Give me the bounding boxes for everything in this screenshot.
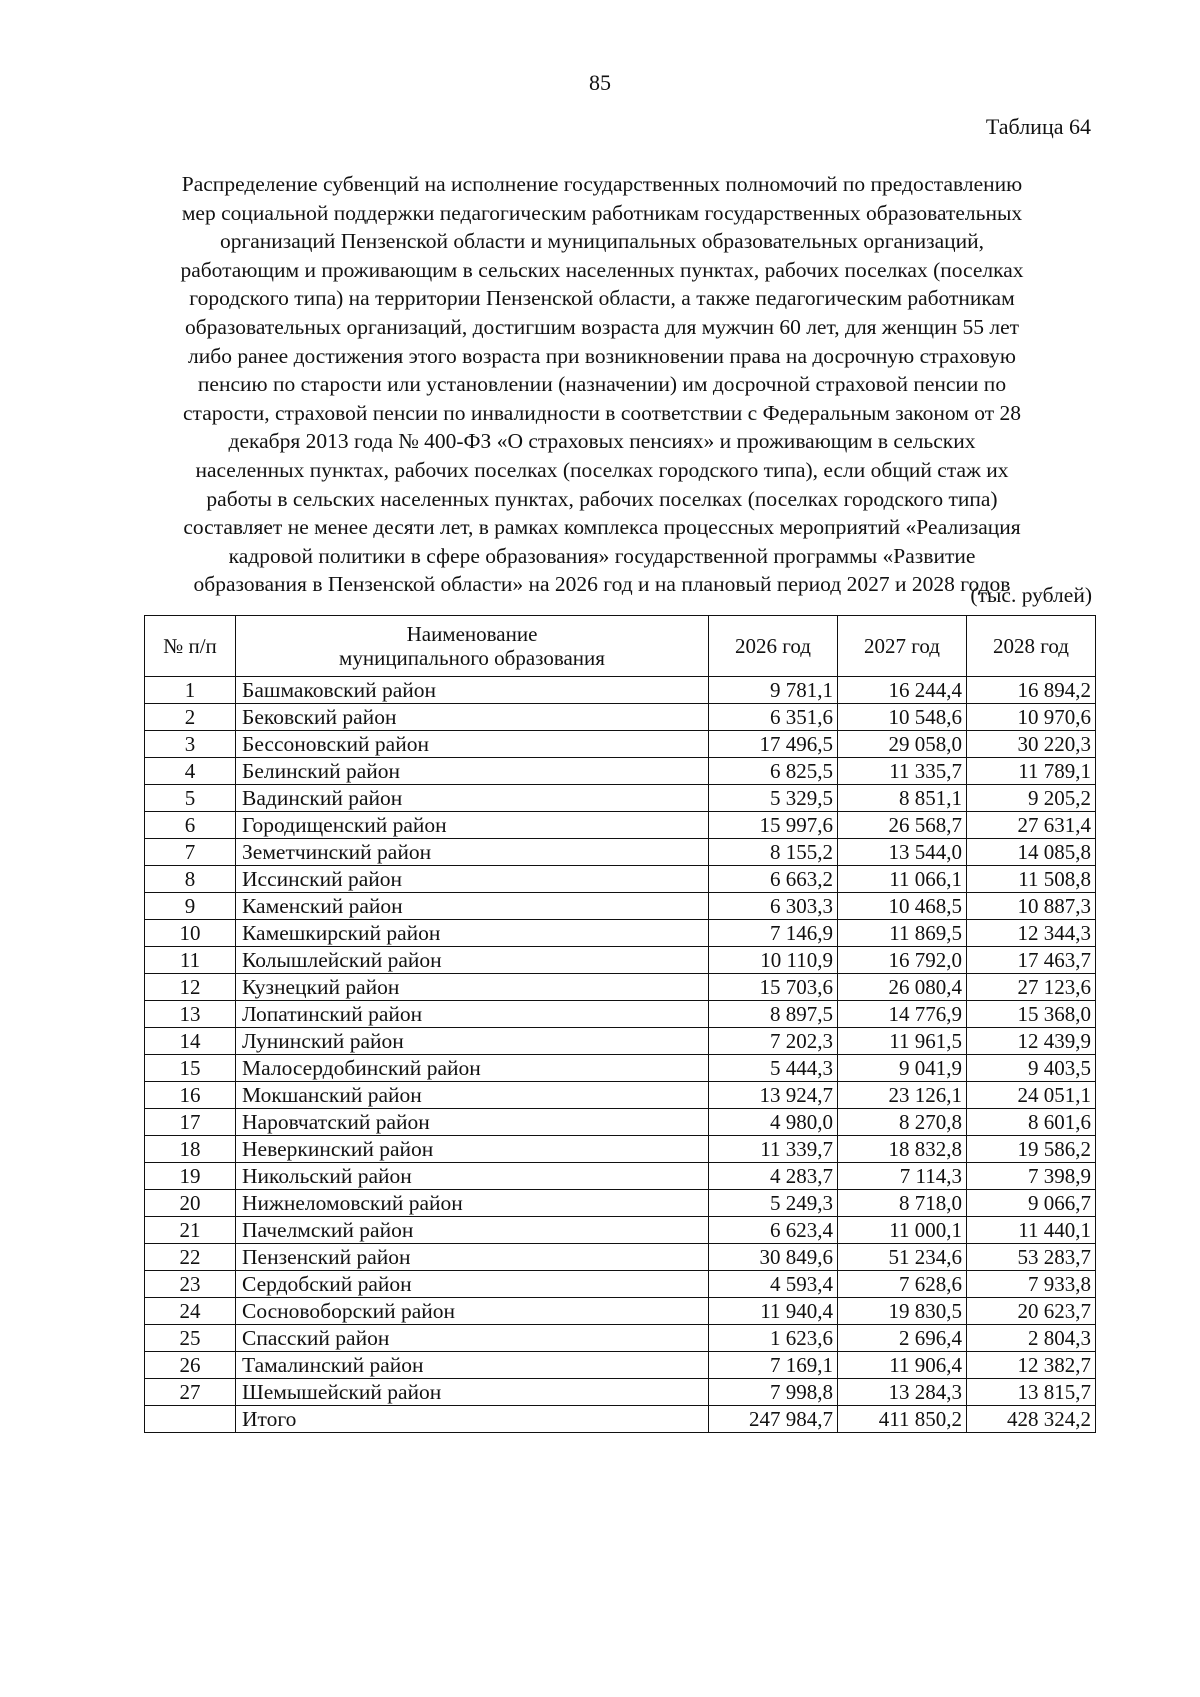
value-2027: 16 244,4 (838, 677, 967, 704)
title-line: Распределение субвенций на исполнение государственных полномочий по предоставлению (181, 172, 1023, 196)
value-2027: 19 830,5 (838, 1298, 967, 1325)
total-row (145, 1406, 1096, 1433)
table-row (145, 1352, 1096, 1379)
value-2027: 411 850,2 (838, 1406, 967, 1433)
value-2028: 10 887,3 (967, 893, 1096, 920)
value-2026: 8 897,5 (709, 1001, 838, 1028)
municipality-name: Спасский район (236, 1325, 709, 1352)
value-2028: 2 804,3 (967, 1325, 1096, 1352)
header-name-line2: муниципального образования (339, 646, 605, 670)
value-2028: 16 894,2 (967, 677, 1096, 704)
table-row (145, 1325, 1096, 1352)
value-2028: 9 205,2 (967, 785, 1096, 812)
value-2027: 18 832,8 (838, 1136, 967, 1163)
table-row (145, 839, 1096, 866)
value-2027: 7 628,6 (838, 1271, 967, 1298)
municipality-name: Земетчинский район (236, 839, 709, 866)
row-num: 15 (145, 1055, 236, 1082)
value-2028: 7 933,8 (967, 1271, 1096, 1298)
table-row (145, 1244, 1096, 1271)
value-2027: 13 284,3 (838, 1379, 967, 1406)
municipality-name: Сосновоборский район (236, 1298, 709, 1325)
row-num: 11 (145, 947, 236, 974)
municipality-name: Мокшанский район (236, 1082, 709, 1109)
value-2026: 6 303,3 (709, 893, 838, 920)
table-row (145, 1298, 1096, 1325)
value-2026: 7 998,8 (709, 1379, 838, 1406)
value-2027: 8 270,8 (838, 1109, 967, 1136)
value-2026: 11 339,7 (709, 1136, 838, 1163)
table-row (145, 1379, 1096, 1406)
value-2026: 11 940,4 (709, 1298, 838, 1325)
header-name-line1: Наименование (406, 622, 538, 646)
document-title (118, 170, 1086, 599)
value-2027: 26 568,7 (838, 812, 967, 839)
municipality-name: Пензенский район (236, 1244, 709, 1271)
value-2027: 23 126,1 (838, 1082, 967, 1109)
title-line: пенсию по старости или установлении (назначении) им досрочной страховой пенсии по (197, 372, 1007, 397)
table-row (145, 812, 1096, 839)
value-2026: 5 329,5 (709, 785, 838, 812)
table-row (145, 920, 1096, 947)
title-line: либо ранее достижения этого возраста при возникновении права на досрочную страховую (188, 343, 1016, 368)
value-2028: 11 508,8 (967, 866, 1096, 893)
value-2028: 15 368,0 (967, 1001, 1096, 1028)
municipality-name: Бессоновский район (236, 731, 709, 758)
municipality-name: Тамалинский район (236, 1352, 709, 1379)
value-2026: 9 781,1 (709, 677, 838, 704)
row-num: 6 (145, 812, 236, 839)
title-line: населенных пунктах, рабочих поселках (поселках городского типа), если общий стаж их (195, 457, 1009, 482)
row-num: 16 (145, 1082, 236, 1109)
value-2026: 10 110,9 (709, 947, 838, 974)
value-2026: 8 155,2 (709, 839, 838, 866)
title-line: старости, страховой пенсии по инвалидности в соответствии с Федеральным законом от 28 (183, 400, 1021, 425)
value-2026: 4 593,4 (709, 1271, 838, 1298)
row-num: 8 (145, 866, 236, 893)
municipality-name: Лунинский район (236, 1028, 709, 1055)
row-num: 1 (145, 677, 236, 704)
value-2027: 13 544,0 (838, 839, 967, 866)
value-2026: 17 496,5 (709, 731, 838, 758)
row-num: 7 (145, 839, 236, 866)
value-2027: 10 548,6 (838, 704, 967, 731)
municipality-name: Никольский район (236, 1163, 709, 1190)
value-2028: 24 051,1 (967, 1082, 1096, 1109)
row-num: 12 (145, 974, 236, 1001)
value-2027: 16 792,0 (838, 947, 967, 974)
title-line: образования в Пензенской области» на 2026 год и на плановый период 2027 и 2028 годов (193, 572, 1011, 597)
header-num: № п/п (145, 616, 236, 677)
title-line: кадровой политики в сфере образования» государственной программы «Развитие (228, 543, 976, 568)
table-row (145, 1109, 1096, 1136)
value-2028: 27 631,4 (967, 812, 1096, 839)
value-2026: 6 623,4 (709, 1217, 838, 1244)
value-2027: 11 961,5 (838, 1028, 967, 1055)
value-2028: 30 220,3 (967, 731, 1096, 758)
row-num: 23 (145, 1271, 236, 1298)
table-row (145, 1136, 1096, 1163)
row-num: 27 (145, 1379, 236, 1406)
value-2026: 6 825,5 (709, 758, 838, 785)
table-row (145, 947, 1096, 974)
table-row (145, 893, 1096, 920)
value-2026: 7 202,3 (709, 1028, 838, 1055)
municipality-name: Каменский район (236, 893, 709, 920)
value-2028: 12 344,3 (967, 920, 1096, 947)
value-2027: 7 114,3 (838, 1163, 967, 1190)
row-num: 14 (145, 1028, 236, 1055)
row-num: 20 (145, 1190, 236, 1217)
municipality-name: Белинский район (236, 758, 709, 785)
municipality-name: Наровчатский район (236, 1109, 709, 1136)
row-num: 3 (145, 731, 236, 758)
value-2028: 11 440,1 (967, 1217, 1096, 1244)
value-2028: 11 789,1 (967, 758, 1096, 785)
municipality-name: Кузнецкий район (236, 974, 709, 1001)
row-num: 9 (145, 893, 236, 920)
row-num: 25 (145, 1325, 236, 1352)
value-2026: 1 623,6 (709, 1325, 838, 1352)
table-row (145, 1082, 1096, 1109)
table-row (145, 1055, 1096, 1082)
title-line: городского типа) на территории Пензенской области, а также педагогическим работникам (189, 286, 1015, 311)
municipality-name: Колышлейский район (236, 947, 709, 974)
value-2027: 11 066,1 (838, 866, 967, 893)
row-num: 13 (145, 1001, 236, 1028)
title-line: образовательных организаций, достигшим возраста для мужчин 60 лет, для женщин 55 лет (184, 314, 1020, 339)
page-number: 85 (589, 70, 611, 95)
table-row (145, 1190, 1096, 1217)
value-2028: 17 463,7 (967, 947, 1096, 974)
value-2028: 10 970,6 (967, 704, 1096, 731)
value-2028: 53 283,7 (967, 1244, 1096, 1271)
municipality-name: Итого (236, 1406, 709, 1433)
value-2028: 14 085,8 (967, 839, 1096, 866)
value-2027: 8 851,1 (838, 785, 967, 812)
municipality-name: Башмаковский район (236, 677, 709, 704)
municipality-name: Бековский район (236, 704, 709, 731)
municipality-name: Иссинский район (236, 866, 709, 893)
municipality-name: Неверкинский район (236, 1136, 709, 1163)
value-2027: 11 906,4 (838, 1352, 967, 1379)
row-num: 19 (145, 1163, 236, 1190)
row-num: 18 (145, 1136, 236, 1163)
row-num: 5 (145, 785, 236, 812)
value-2027: 14 776,9 (838, 1001, 967, 1028)
value-2027: 11 869,5 (838, 920, 967, 947)
value-2026: 5 444,3 (709, 1055, 838, 1082)
value-2026: 30 849,6 (709, 1244, 838, 1271)
value-2027: 11 335,7 (838, 758, 967, 785)
row-num: 21 (145, 1217, 236, 1244)
value-2027: 2 696,4 (838, 1325, 967, 1352)
municipality-name: Пачелмский район (236, 1217, 709, 1244)
table-row (145, 1217, 1096, 1244)
title-line: работающим и проживающим в сельских населенных пунктах, рабочих поселках (поселках (180, 257, 1024, 282)
value-2027: 10 468,5 (838, 893, 967, 920)
table-row (145, 785, 1096, 812)
value-2026: 4 283,7 (709, 1163, 838, 1190)
table-row (145, 677, 1096, 704)
value-2027: 11 000,1 (838, 1217, 967, 1244)
value-2026: 15 997,6 (709, 812, 838, 839)
table-row (145, 758, 1096, 785)
table-label: Таблица 64 (985, 114, 1091, 139)
value-2027: 8 718,0 (838, 1190, 967, 1217)
value-2028: 8 601,6 (967, 1109, 1096, 1136)
header-2027: 2027 год (838, 616, 967, 677)
municipality-name: Камешкирский район (236, 920, 709, 947)
value-2026: 7 146,9 (709, 920, 838, 947)
table-row (145, 704, 1096, 731)
value-2028: 9 403,5 (967, 1055, 1096, 1082)
value-2026: 4 980,0 (709, 1109, 838, 1136)
table-header-row (145, 616, 1096, 677)
municipality-name: Сердобский район (236, 1271, 709, 1298)
value-2028: 7 398,9 (967, 1163, 1096, 1190)
value-2028: 9 066,7 (967, 1190, 1096, 1217)
municipality-name: Лопатинский район (236, 1001, 709, 1028)
value-2028: 20 623,7 (967, 1298, 1096, 1325)
title-line: работы в сельских населенных пунктах, рабочих поселках (поселках городского типа) (206, 486, 998, 511)
value-2027: 29 058,0 (838, 731, 967, 758)
value-2026: 15 703,6 (709, 974, 838, 1001)
row-num: 17 (145, 1109, 236, 1136)
value-2028: 428 324,2 (967, 1406, 1096, 1433)
table-row (145, 866, 1096, 893)
table-row (145, 1028, 1096, 1055)
subvention-table (144, 615, 1096, 1433)
header-2026: 2026 год (709, 616, 838, 677)
value-2027: 26 080,4 (838, 974, 967, 1001)
value-2026: 7 169,1 (709, 1352, 838, 1379)
municipality-name: Городищенский район (236, 812, 709, 839)
row-num (145, 1406, 236, 1433)
municipality-name: Малосердобинский район (236, 1055, 709, 1082)
value-2028: 27 123,6 (967, 974, 1096, 1001)
table-row (145, 1163, 1096, 1190)
header-name (236, 616, 709, 677)
municipality-name: Шемышейский район (236, 1379, 709, 1406)
value-2028: 19 586,2 (967, 1136, 1096, 1163)
units-label: (тыс. рублей) (970, 583, 1092, 607)
title-line: организаций Пензенской области и муниципальных образовательных организаций, (219, 229, 985, 254)
title-line: составляет не менее десяти лет, в рамках комплекса процессных мероприятий «Реализация (183, 515, 1021, 540)
value-2026: 6 351,6 (709, 704, 838, 731)
row-num: 10 (145, 920, 236, 947)
title-line: мер социальной поддержки педагогическим работникам государственных образовательных (181, 200, 1023, 225)
value-2026: 5 249,3 (709, 1190, 838, 1217)
row-num: 24 (145, 1298, 236, 1325)
table-row (145, 1271, 1096, 1298)
header-2028: 2028 год (967, 616, 1096, 677)
table-row (145, 1001, 1096, 1028)
value-2028: 12 439,9 (967, 1028, 1096, 1055)
value-2026: 6 663,2 (709, 866, 838, 893)
row-num: 4 (145, 758, 236, 785)
municipality-name: Нижнеломовский район (236, 1190, 709, 1217)
value-2026: 13 924,7 (709, 1082, 838, 1109)
row-num: 22 (145, 1244, 236, 1271)
value-2026: 247 984,7 (709, 1406, 838, 1433)
row-num: 2 (145, 704, 236, 731)
value-2027: 9 041,9 (838, 1055, 967, 1082)
value-2028: 12 382,7 (967, 1352, 1096, 1379)
municipality-name: Вадинский район (236, 785, 709, 812)
table-row (145, 974, 1096, 1001)
value-2028: 13 815,7 (967, 1379, 1096, 1406)
row-num: 26 (145, 1352, 236, 1379)
value-2027: 51 234,6 (838, 1244, 967, 1271)
title-line: декабря 2013 года № 400-ФЗ «О страховых пенсиях» и проживающим в сельских (228, 429, 976, 454)
table-row (145, 731, 1096, 758)
